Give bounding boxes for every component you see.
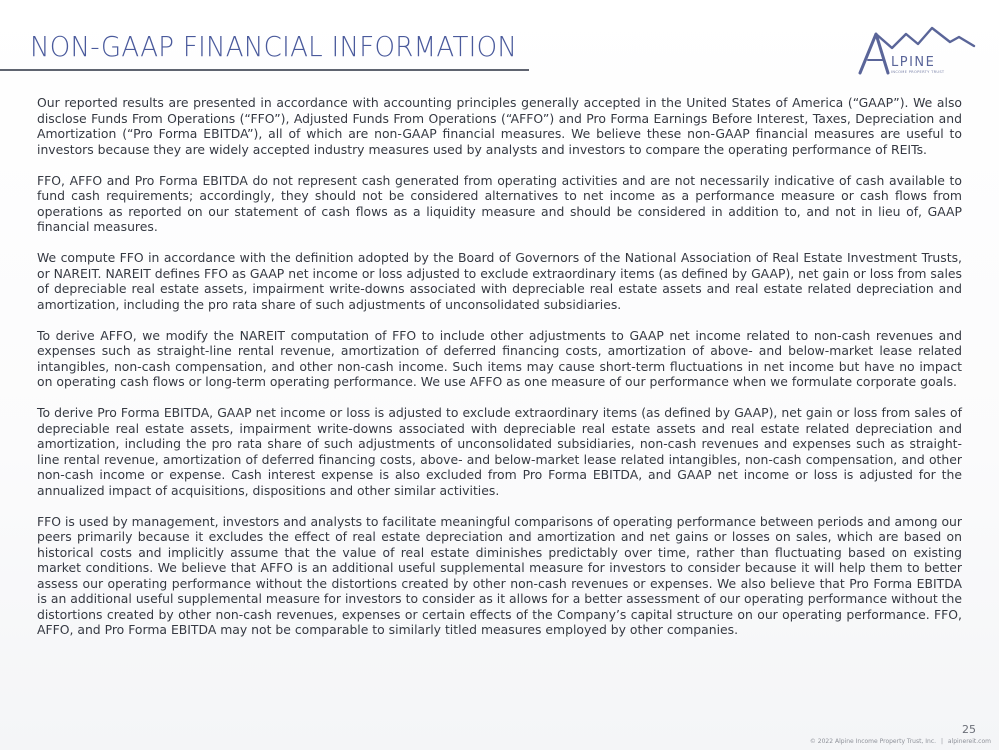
logo-wordmark: LPINE: [891, 55, 936, 70]
title-underline: [0, 69, 529, 71]
footer-separator: |: [940, 738, 943, 745]
paragraph-cash-generated: FFO, AFFO and Pro Forma EBITDA do not represent cash generated from operating activities and are not necessarily indicative of cash available to fund cash requirements; accordingly, they should not be considered alternatives to net income as a performance measure or cash flows from operations as reported on our statement of cash flows as a liquidity measure and should be considered in addition to, and not in lieu of, GAAP financial measures.: [37, 172, 962, 234]
paragraph-ffo-definition: We compute FFO in accordance with the definition adopted by the Board of Governors of the National Association of Real Estate Investment Trusts, or NAREIT. NAREIT defines FFO as GAAP net income or loss adjusted to exclude extraordinary items (as defined by GAAP), net gain or loss from sales of depreciable real estate assets, impairment write-downs associated with depreciable real estate assets and real estate related depreciation and amortization, including the pro rata share of such adjustments of unconsolidated subsidiaries.: [37, 250, 962, 312]
footer-copyright: [810, 738, 991, 745]
page-title: NON-GAAP FINANCIAL INFORMATION: [30, 30, 518, 63]
paragraph-usefulness: FFO is used by management, investors and analysts to facilitate meaningful comparisons of operating performance between periods and among our peers primarily because it excludes the effect of real estate depreciation and amortization and net gains or losses on sales, which are based on historical costs and implicitly assume that the value of real estate diminishes predictably over time, rather than fluctuating based on existing market conditions. We believe that AFFO is an additional useful supplemental measure for investors to consider because it will help them to better assess our operating performance without the distortions created by other non-cash revenues or expenses. We also believe that Pro Forma EBITDA is an additional useful supplemental measure for investors to consider as it allows for a better assessment of our operating performance without the distortions created by other non-cash revenues, expenses or certain effects of the Company’s capital structure on our operating performance. FFO, AFFO, and Pro Forma EBITDA may not be comparable to similarly titled measures employed by other companies.: [37, 513, 962, 637]
logo-tagline: INCOME PROPERTY TRUST: [891, 70, 945, 74]
alpine-logo-mark: [858, 24, 976, 76]
paragraph-ebitda-definition: To derive Pro Forma EBITDA, GAAP net income or loss is adjusted to exclude extraordinary items (as defined by GAAP), net gain or loss from sales of depreciable real estate assets, impairment write-downs associated with depreciable real estate assets and real estate related depreciation and amortization, including the pro rata share of such adjustments of unconsolidated subsidiaries, non-cash revenues and expenses such as straight-line rental revenue, amortization of deferred financing costs, above- and below-market lease related intangibles, non-cash compensation, and other non-cash income or expense. Cash interest expense is also excluded from Pro Forma EBITDA, and GAAP net income or loss is adjusted for the annualized impact of acquisitions, dispositions and other similar activities.: [37, 405, 962, 498]
copyright-text: © 2022 Alpine Income Property Trust, Inc.: [809, 738, 937, 745]
website-link[interactable]: alpinereit.com: [947, 738, 991, 745]
company-logo: [858, 24, 976, 76]
page-number: 25: [962, 723, 976, 736]
paragraph-affo-definition: To derive AFFO, we modify the NAREIT computation of FFO to include other adjustments to GAAP net income related to non-cash revenues and expenses such as straight-line rental revenue, amortization of deferred financing costs, amortization of above- and below-market lease related intangibles, non-cash compensation, and other non-cash income. Such items may cause short-term fluctuations in net income but have no impact on operating cash flows or long-term operating performance. We use AFFO as one measure of our performance when we formulate corporate goals.: [37, 327, 962, 389]
body-text: [37, 95, 962, 638]
paragraph-gaap-disclosure: Our reported results are presented in accordance with accounting principles generally accepted in the United States of America (“GAAP”). We also disclose Funds From Operations (“FFO”), Adjusted Funds From Operations (“AFFO”) and Pro Forma Earnings Before Interest, Taxes, Depreciation and Amortization (“Pro Forma EBITDA”), all of which are non-GAAP financial measures. We believe these non-GAAP financial measures are useful to investors because they are widely accepted industry measures used by analysts and investors to compare the operating performance of REITs.: [37, 95, 962, 157]
